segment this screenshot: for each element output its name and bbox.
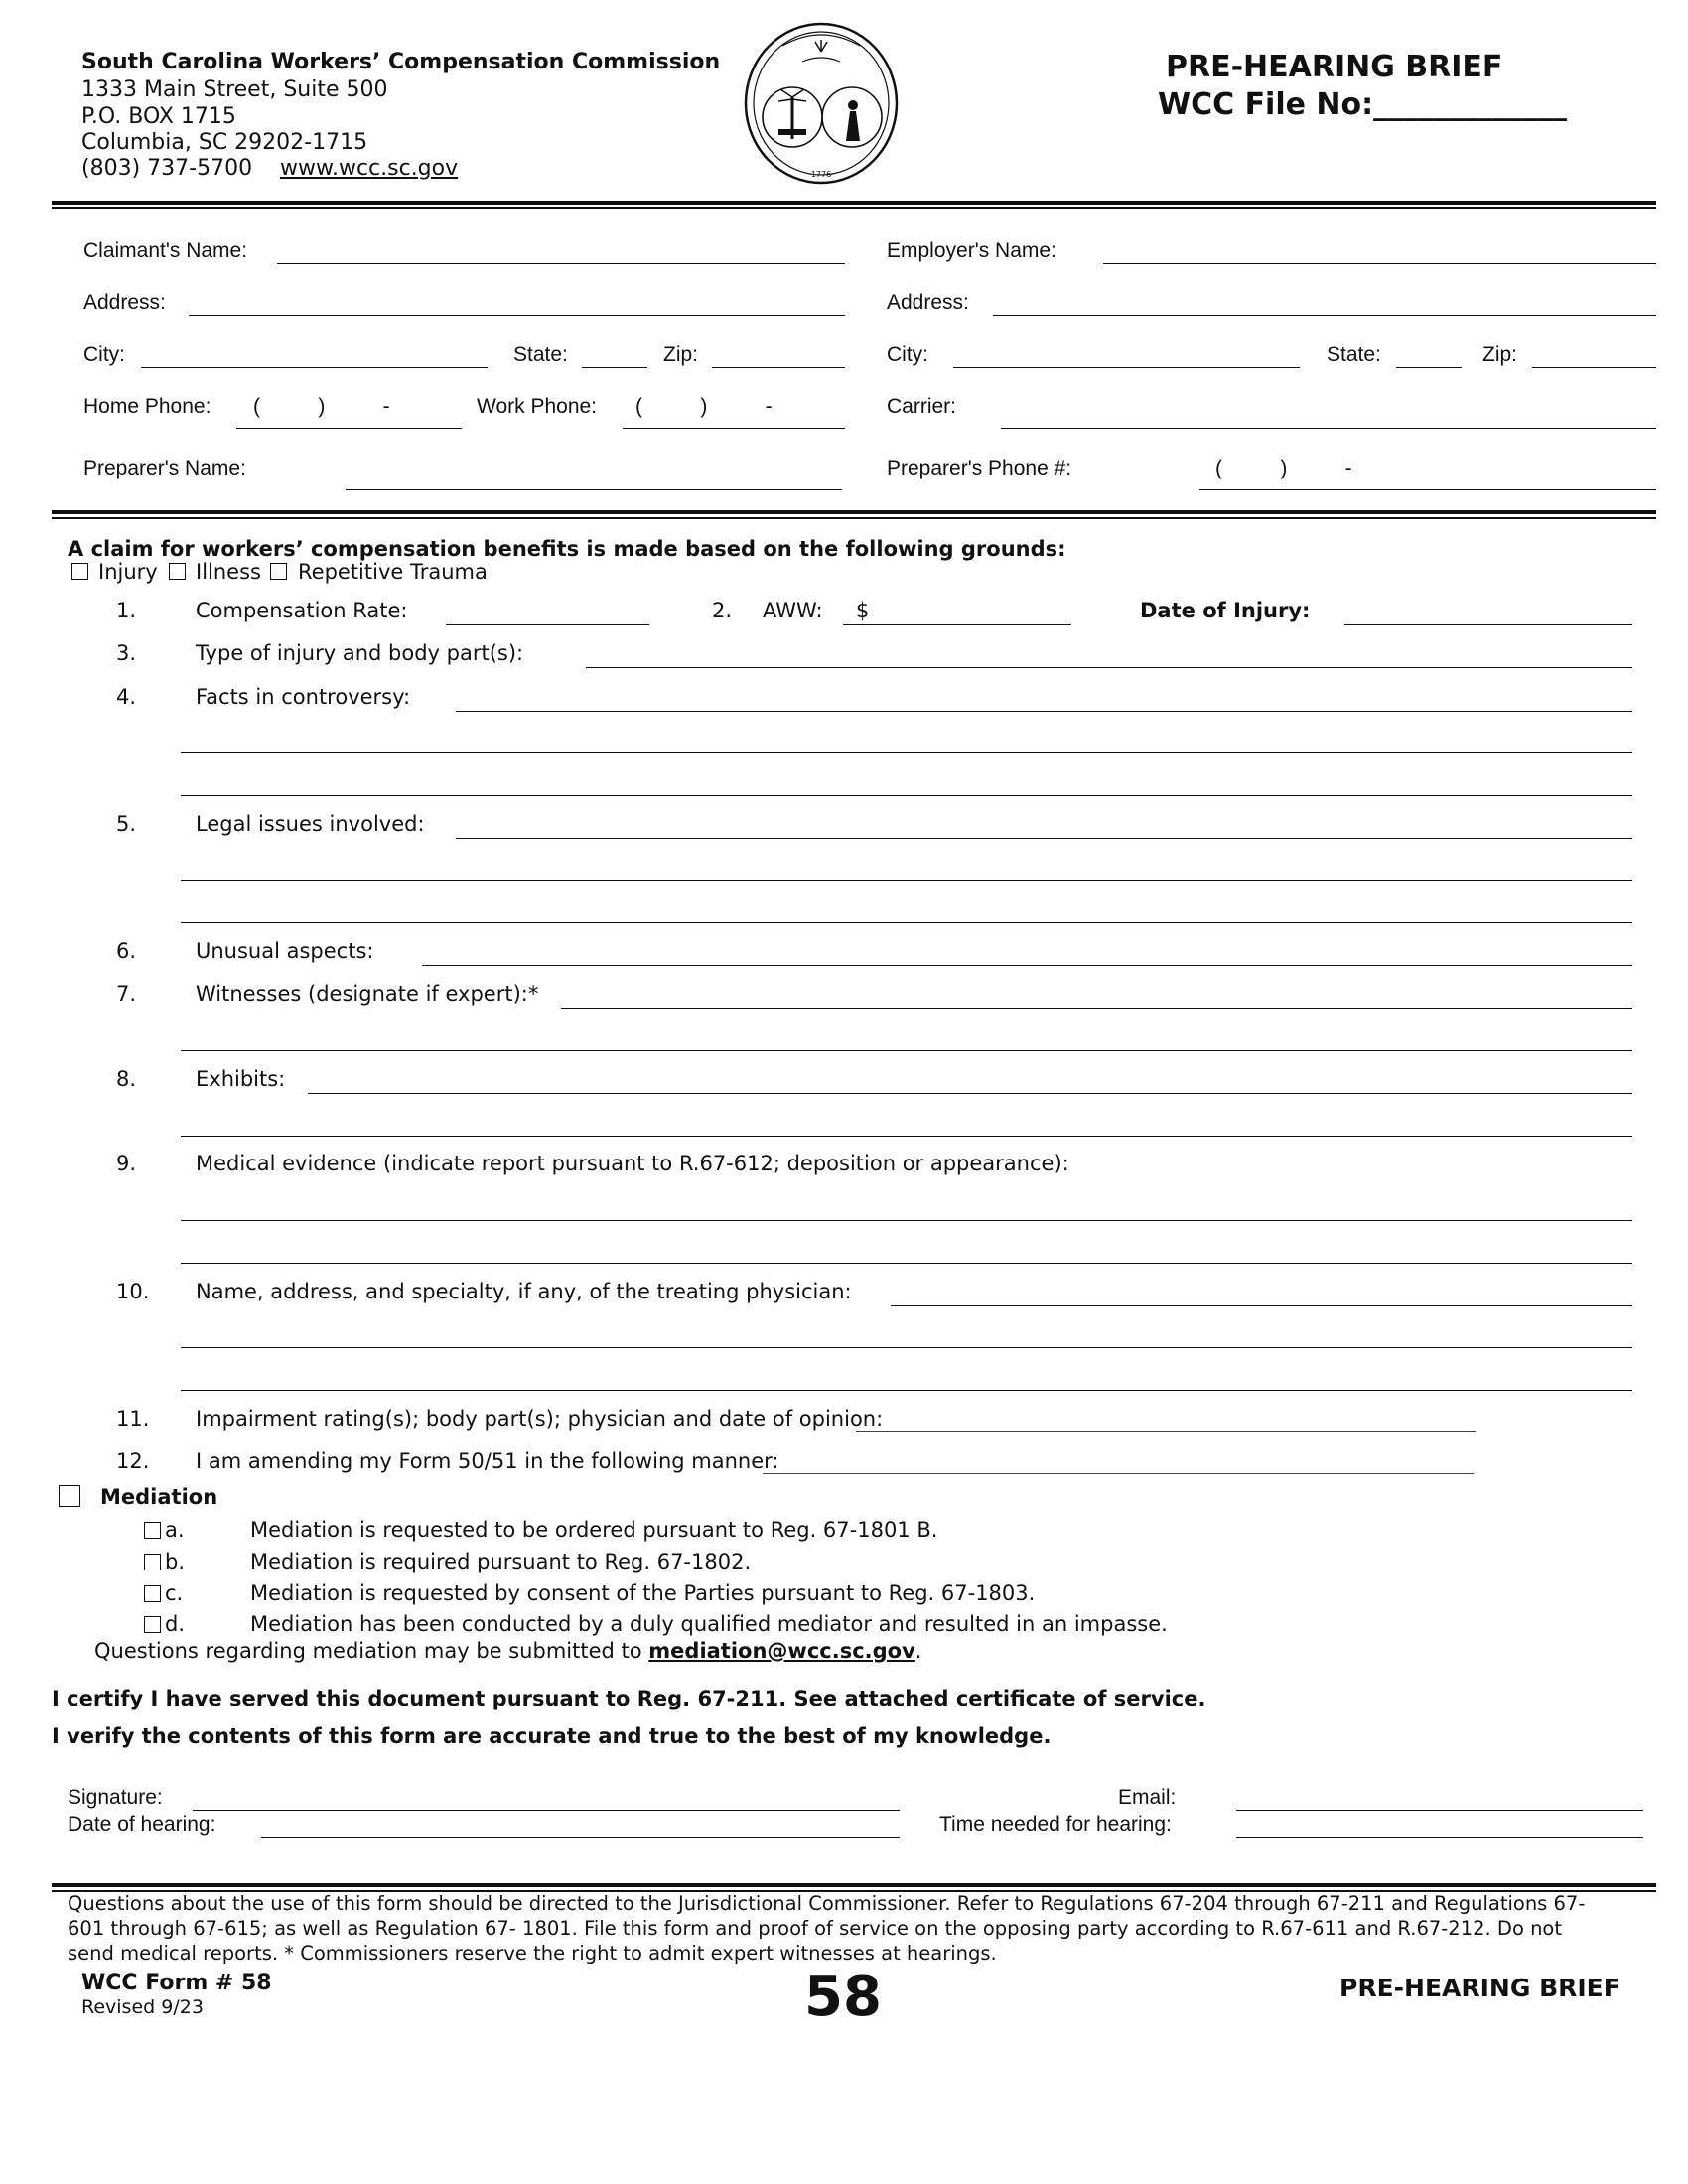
exhibits-field[interactable] [308,1093,1632,1094]
mediation-option-c-checkbox[interactable] [144,1585,161,1602]
claimant-name-label: Claimant's Name: [83,239,248,262]
employer-state-field[interactable] [1396,367,1462,368]
employer-state-label: State: [1327,343,1381,366]
repetitive-trauma-label: Repetitive Trauma [298,560,488,584]
date-of-injury-label: Date of Injury: [1140,599,1311,622]
header-divider [52,201,1656,205]
item-number: 7. [116,982,137,1006]
legal-issues-field-line-3[interactable] [181,922,1632,923]
facts-field-line-3[interactable] [181,795,1632,796]
impairment-rating-field[interactable] [856,1431,1476,1432]
footer-note-line-2: 601 through 67-615; as well as Regulation 67- 1801. File this form and proof of service on the opposing party according to R.67-611 and R.67-212. Do not [68,1917,1563,1940]
date-of-hearing-label: Date of hearing: [68,1813,216,1836]
claimant-address-label: Address: [83,291,166,314]
unusual-aspects-label: Unusual aspects: [196,939,374,963]
item-number: 10. [116,1280,150,1303]
time-needed-field[interactable] [1236,1837,1643,1838]
impairment-rating-label: Impairment rating(s); body part(s); physician and date of opinion: [196,1407,884,1431]
file-no-label: WCC File No:_____________ [1158,87,1568,122]
injury-checkbox[interactable] [71,563,88,580]
employer-zip-label: Zip: [1482,343,1518,366]
parties-divider [52,510,1656,514]
injury-type-label: Type of injury and body part(s): [196,641,524,665]
facts-field-line-2[interactable] [181,752,1632,753]
mediation-option-a-checkbox[interactable] [144,1522,161,1539]
compensation-rate-label: Compensation Rate: [196,599,408,622]
exhibits-label: Exhibits: [196,1067,286,1091]
certify-service: I certify I have served this document pursuant to Reg. 67-211. See attached certificate of service. [52,1687,1206,1710]
treating-physician-field[interactable] [891,1305,1632,1306]
mediation-title: Mediation [100,1485,218,1509]
mediation-option-text: Mediation is required pursuant to Reg. 67-1802. [250,1550,752,1573]
claimant-state-field[interactable] [582,367,647,368]
footer-note-line-1: Questions about the use of this form should be directed to the Jurisdictional Commissioner. Refer to Regulations 67-204 through 67-211 and Regulations 67- [68,1892,1586,1915]
claimant-city-field[interactable] [141,367,488,368]
compensation-rate-field[interactable] [446,624,649,625]
carrier-label: Carrier: [887,395,957,418]
preparer-phone-field[interactable] [1199,489,1656,490]
employer-address-field[interactable] [993,315,1656,316]
mediation-option-d-checkbox[interactable] [144,1616,161,1633]
witnesses-field-line-2[interactable] [181,1050,1632,1051]
medical-evidence-field-line-2[interactable] [181,1263,1632,1264]
treating-physician-field-line-3[interactable] [181,1390,1632,1391]
verify-contents: I verify the contents of this form are accurate and true to the best of my knowledge. [52,1724,1052,1748]
item-number: 6. [116,939,137,963]
exhibits-field-line-2[interactable] [181,1136,1632,1137]
medical-evidence-field[interactable] [181,1220,1632,1221]
employer-name-label: Employer's Name: [887,239,1056,262]
mediation-option-text: Mediation is requested to be ordered pursuant to Reg. 67-1801 B. [250,1518,938,1542]
preparer-phone-label: Preparer's Phone #: [887,457,1072,479]
witnesses-label: Witnesses (designate if expert):* [196,982,539,1006]
treating-physician-label: Name, address, and specialty, if any, of the treating physician: [196,1280,852,1303]
facts-label: Facts in controversy: [196,685,411,709]
claimant-name-field[interactable] [277,263,845,264]
claimant-address-field[interactable] [189,315,845,316]
home-phone-field[interactable] [236,428,462,429]
signature-field[interactable] [193,1810,900,1811]
home-phone-label: Home Phone: [83,395,211,418]
agency-website-link[interactable]: www.wcc.sc.gov [280,156,459,181]
claimant-zip-label: Zip: [663,343,699,366]
signature-label: Signature: [68,1786,163,1809]
footer-note-line-3: send medical reports. * Commissioners reserve the right to admit expert witnesses at hearings. [68,1942,997,1965]
item-number: 3. [116,641,137,665]
mediation-option-text: Mediation is requested by consent of the Parties pursuant to Reg. 67-1803. [250,1581,1036,1605]
seal-year: 1776 [810,170,832,179]
agency-street: 1333 Main Street, Suite 500 [81,77,388,102]
treating-physician-field-line-2[interactable] [181,1347,1632,1348]
aww-dollar-sign: $ [856,599,870,622]
date-of-hearing-field[interactable] [261,1837,900,1838]
agency-pobox: P.O. BOX 1715 [81,104,236,129]
mediation-option-letter: b. [165,1550,186,1573]
illness-label: Illness [196,560,261,584]
mediation-option-b-checkbox[interactable] [144,1554,161,1570]
employer-name-field[interactable] [1103,263,1656,264]
work-phone-stub: ( ) - [635,395,773,418]
date-of-injury-field[interactable] [1344,624,1632,625]
item-number: 8. [116,1067,137,1091]
item-number: 4. [116,685,137,709]
legal-issues-field-line-2[interactable] [181,880,1632,881]
item-number: 9. [116,1152,137,1175]
mediation-questions [94,1639,921,1663]
mediation-option-letter: d. [165,1612,186,1636]
page-title: PRE-HEARING BRIEF [1166,50,1503,84]
revised-date: Revised 9/23 [81,1996,204,2018]
preparer-name-label: Preparer's Name: [83,457,246,479]
witnesses-field[interactable] [561,1008,1632,1009]
preparer-name-field[interactable] [346,489,842,490]
mediation-option-letter: c. [165,1581,184,1605]
item-number: 12. [116,1449,150,1473]
employer-address-label: Address: [887,291,969,314]
amendment-field[interactable] [763,1473,1474,1474]
claim-intro: A claim for workers’ compensation benefits is made based on the following grounds: [68,537,1066,561]
claimant-city-label: City: [83,343,125,366]
mediation-option-text: Mediation has been conducted by a duly qualified mediator and resulted in an impasse. [250,1612,1168,1636]
mediation-questions-text: Questions regarding mediation may be submitted to [94,1639,642,1663]
preparer-phone-stub: ( ) - [1215,457,1352,479]
item-number: 5. [116,812,137,836]
agency-city: Columbia, SC 29202-1715 [81,130,368,155]
footer-title: PRE-HEARING BRIEF [1339,1974,1620,2002]
aww-field[interactable] [843,624,1071,625]
item-number: 11. [116,1407,150,1431]
claimant-state-label: State: [513,343,568,366]
injury-type-field[interactable] [586,667,1632,668]
legal-issues-field[interactable] [456,838,1632,839]
agency-phone: (803) 737-5700 [81,156,253,181]
employer-city-field[interactable] [953,367,1300,368]
item-number: 1. [116,599,137,622]
email-label: Email: [1118,1786,1177,1809]
mediation-option-letter: a. [165,1518,185,1542]
claimant-zip-field[interactable] [712,367,845,368]
carrier-field[interactable] [1001,428,1656,429]
footer-divider [52,1883,1656,1887]
unusual-aspects-field[interactable] [422,965,1632,966]
work-phone-label: Work Phone: [477,395,598,418]
aww-label: AWW: [763,599,823,622]
repetitive-trauma-checkbox[interactable] [270,563,287,580]
email-field[interactable] [1236,1810,1643,1811]
form-big-number: 58 [804,1965,882,2029]
agency-name: South Carolina Workers’ Compensation Commission [81,50,721,74]
home-phone-stub: ( ) - [253,395,390,418]
work-phone-field[interactable] [623,428,845,429]
injury-label: Injury [98,560,158,584]
form-number: WCC Form # 58 [81,1971,272,1995]
medical-evidence-label: Medical evidence (indicate report pursuant to R.67-612; deposition or appearance): [196,1152,1069,1175]
employer-city-label: City: [887,343,928,366]
illness-checkbox[interactable] [169,563,186,580]
state-seal [743,18,900,185]
time-needed-label: Time needed for hearing: [939,1813,1172,1836]
amendment-label: I am amending my Form 50/51 in the following manner: [196,1449,779,1473]
mediation-period: . [914,1639,922,1663]
employer-zip-field[interactable] [1532,367,1656,368]
mediation-checkbox[interactable] [59,1485,80,1507]
facts-field[interactable] [456,711,1632,712]
item-number: 2. [712,599,733,622]
legal-issues-label: Legal issues involved: [196,812,425,836]
mediation-email-link[interactable]: mediation@wcc.sc.gov [648,1639,915,1663]
